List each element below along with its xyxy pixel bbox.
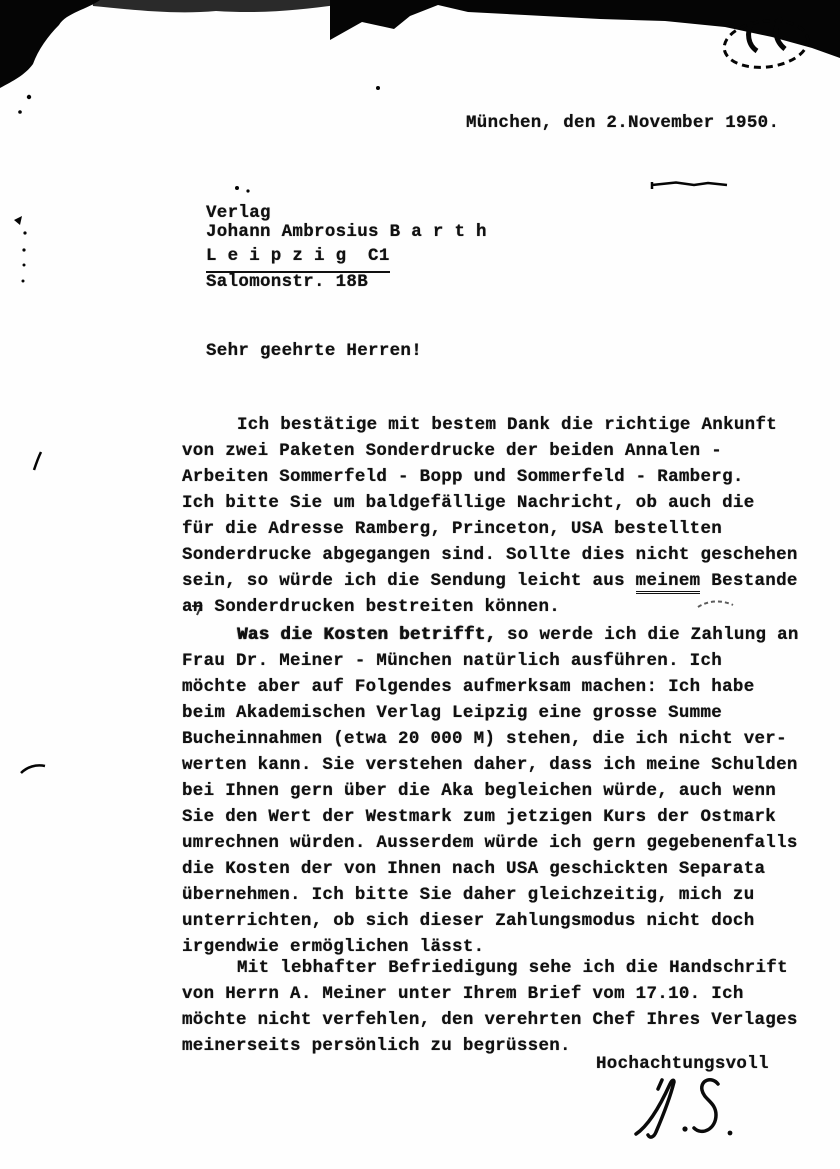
- signature-handwriting: [618, 1072, 768, 1152]
- letter-line: beim Akademischen Verlag Leipzig eine grosse Summe: [182, 703, 723, 723]
- letter-line: Frau Dr. Meiner - München natürlich ausführen. Ich: [182, 651, 723, 671]
- letter-line: Sonderdrucke abgegangen sind. Sollte dies nicht geschehen: [182, 545, 798, 565]
- letter-line: unterrichten, ob sich dieser Zahlungsmodus nicht doch: [182, 911, 755, 931]
- scan-speck: [23, 264, 26, 267]
- closing-formula: Hochachtungsvoll: [596, 1054, 769, 1074]
- letter-line: von Herrn A. Meiner unter Ihrem Brief vom 17.10. Ich: [182, 984, 744, 1004]
- letter-line: von zwei Paketen Sonderdrucke der beiden Annalen -: [182, 441, 723, 461]
- letter-line: Mit lebhafter Befriedigung sehe ich die Handschrift: [237, 958, 788, 978]
- letter-line: an Sonderdrucken bestreiten können.: [182, 597, 561, 617]
- letter-line: Was die Kosten betrifft, so werde ich die Zahlung an: [237, 625, 799, 645]
- recipient-line-city: L e i p z i g C1: [206, 243, 390, 273]
- scan-dash-mark: [652, 182, 727, 189]
- paragraph-1: [182, 412, 798, 620]
- scan-speck: [235, 186, 239, 190]
- letter-line: umrechnen würden. Ausserdem würde ich gern gegebenenfalls: [182, 833, 798, 853]
- signature-stroke-S: [694, 1080, 718, 1132]
- margin-dash-mark: [21, 765, 45, 773]
- letter-line: Sie den Wert der Westmark zum jetzigen Kurs der Ostmark: [182, 807, 777, 827]
- signature-dot: [682, 1126, 687, 1131]
- letter-line: Bucheinnahmen (etwa 20 000 M) stehen, die ich nicht ver-: [182, 729, 787, 749]
- recipient-line-street: Salomonstr. 18B: [206, 272, 369, 292]
- scan-speck: [14, 216, 22, 225]
- stamp-scribble-mark: [749, 22, 757, 51]
- scan-smudge-top-left: [0, 0, 100, 88]
- letter-line: die Kosten der von Ihnen nach USA geschickten Separata: [182, 859, 766, 879]
- letter-line: möchte nicht verfehlen, den verehrten Chef Ihres Verlages: [182, 1010, 798, 1030]
- recipient-line-name: Johann Ambrosius B a r t h: [206, 222, 487, 242]
- scan-speck: [22, 280, 25, 283]
- salutation: Sehr geehrte Herren!: [206, 341, 423, 361]
- date-line: München, den 2.November 1950.: [466, 113, 780, 133]
- margin-slash-mark: [34, 452, 41, 470]
- paragraph-2: [182, 622, 799, 960]
- signature-stroke-apostrophe: [658, 1080, 662, 1089]
- scan-speck: [27, 95, 31, 99]
- letter-line: Arbeiten Sommerfeld - Bopp und Sommerfeld - Ramberg.: [182, 467, 744, 487]
- letter-line: meinerseits persönlich zu begrüssen.: [182, 1036, 571, 1056]
- letter-line: Ich bitte Sie um baldgefällige Nachricht, ob auch die: [182, 493, 755, 513]
- signature-stroke-A: [636, 1080, 674, 1137]
- stamp-scribble-mark: [776, 17, 785, 49]
- stamp-scribble-ring: [722, 16, 811, 72]
- letter-line: irgendwie ermöglichen lässt.: [182, 937, 485, 957]
- scan-speck: [22, 248, 25, 251]
- scan-speck: [246, 189, 249, 192]
- scan-speck: [23, 231, 26, 234]
- scan-speck: [376, 86, 380, 90]
- letter-line: sein, so würde ich die Sendung leicht aus meinem Bestande: [182, 568, 798, 594]
- letter-line: Ich bestätige mit bestem Dank die richtige Ankunft: [237, 415, 778, 435]
- scan-smudge-wedge: [330, 0, 840, 58]
- signature-dot: [728, 1131, 733, 1136]
- letter-line: für die Adresse Ramberg, Princeton, USA bestellten: [182, 519, 723, 539]
- scan-smudge-top-strip: [92, 0, 340, 12]
- letter-line: werten kann. Sie verstehen daher, dass ich meine Schulden: [182, 755, 798, 775]
- paragraph-3: [182, 955, 798, 1059]
- letter-line: bei Ihnen gern über die Aka begleichen würde, auch wenn: [182, 781, 777, 801]
- scan-speck: [18, 110, 22, 114]
- letter-line: möchte aber auf Folgendes aufmerksam machen: Ich habe: [182, 677, 755, 697]
- letter-line: übernehmen. Ich bitte Sie daher gleichzeitig, mich zu: [182, 885, 755, 905]
- recipient-line-publisher: Verlag: [206, 203, 271, 223]
